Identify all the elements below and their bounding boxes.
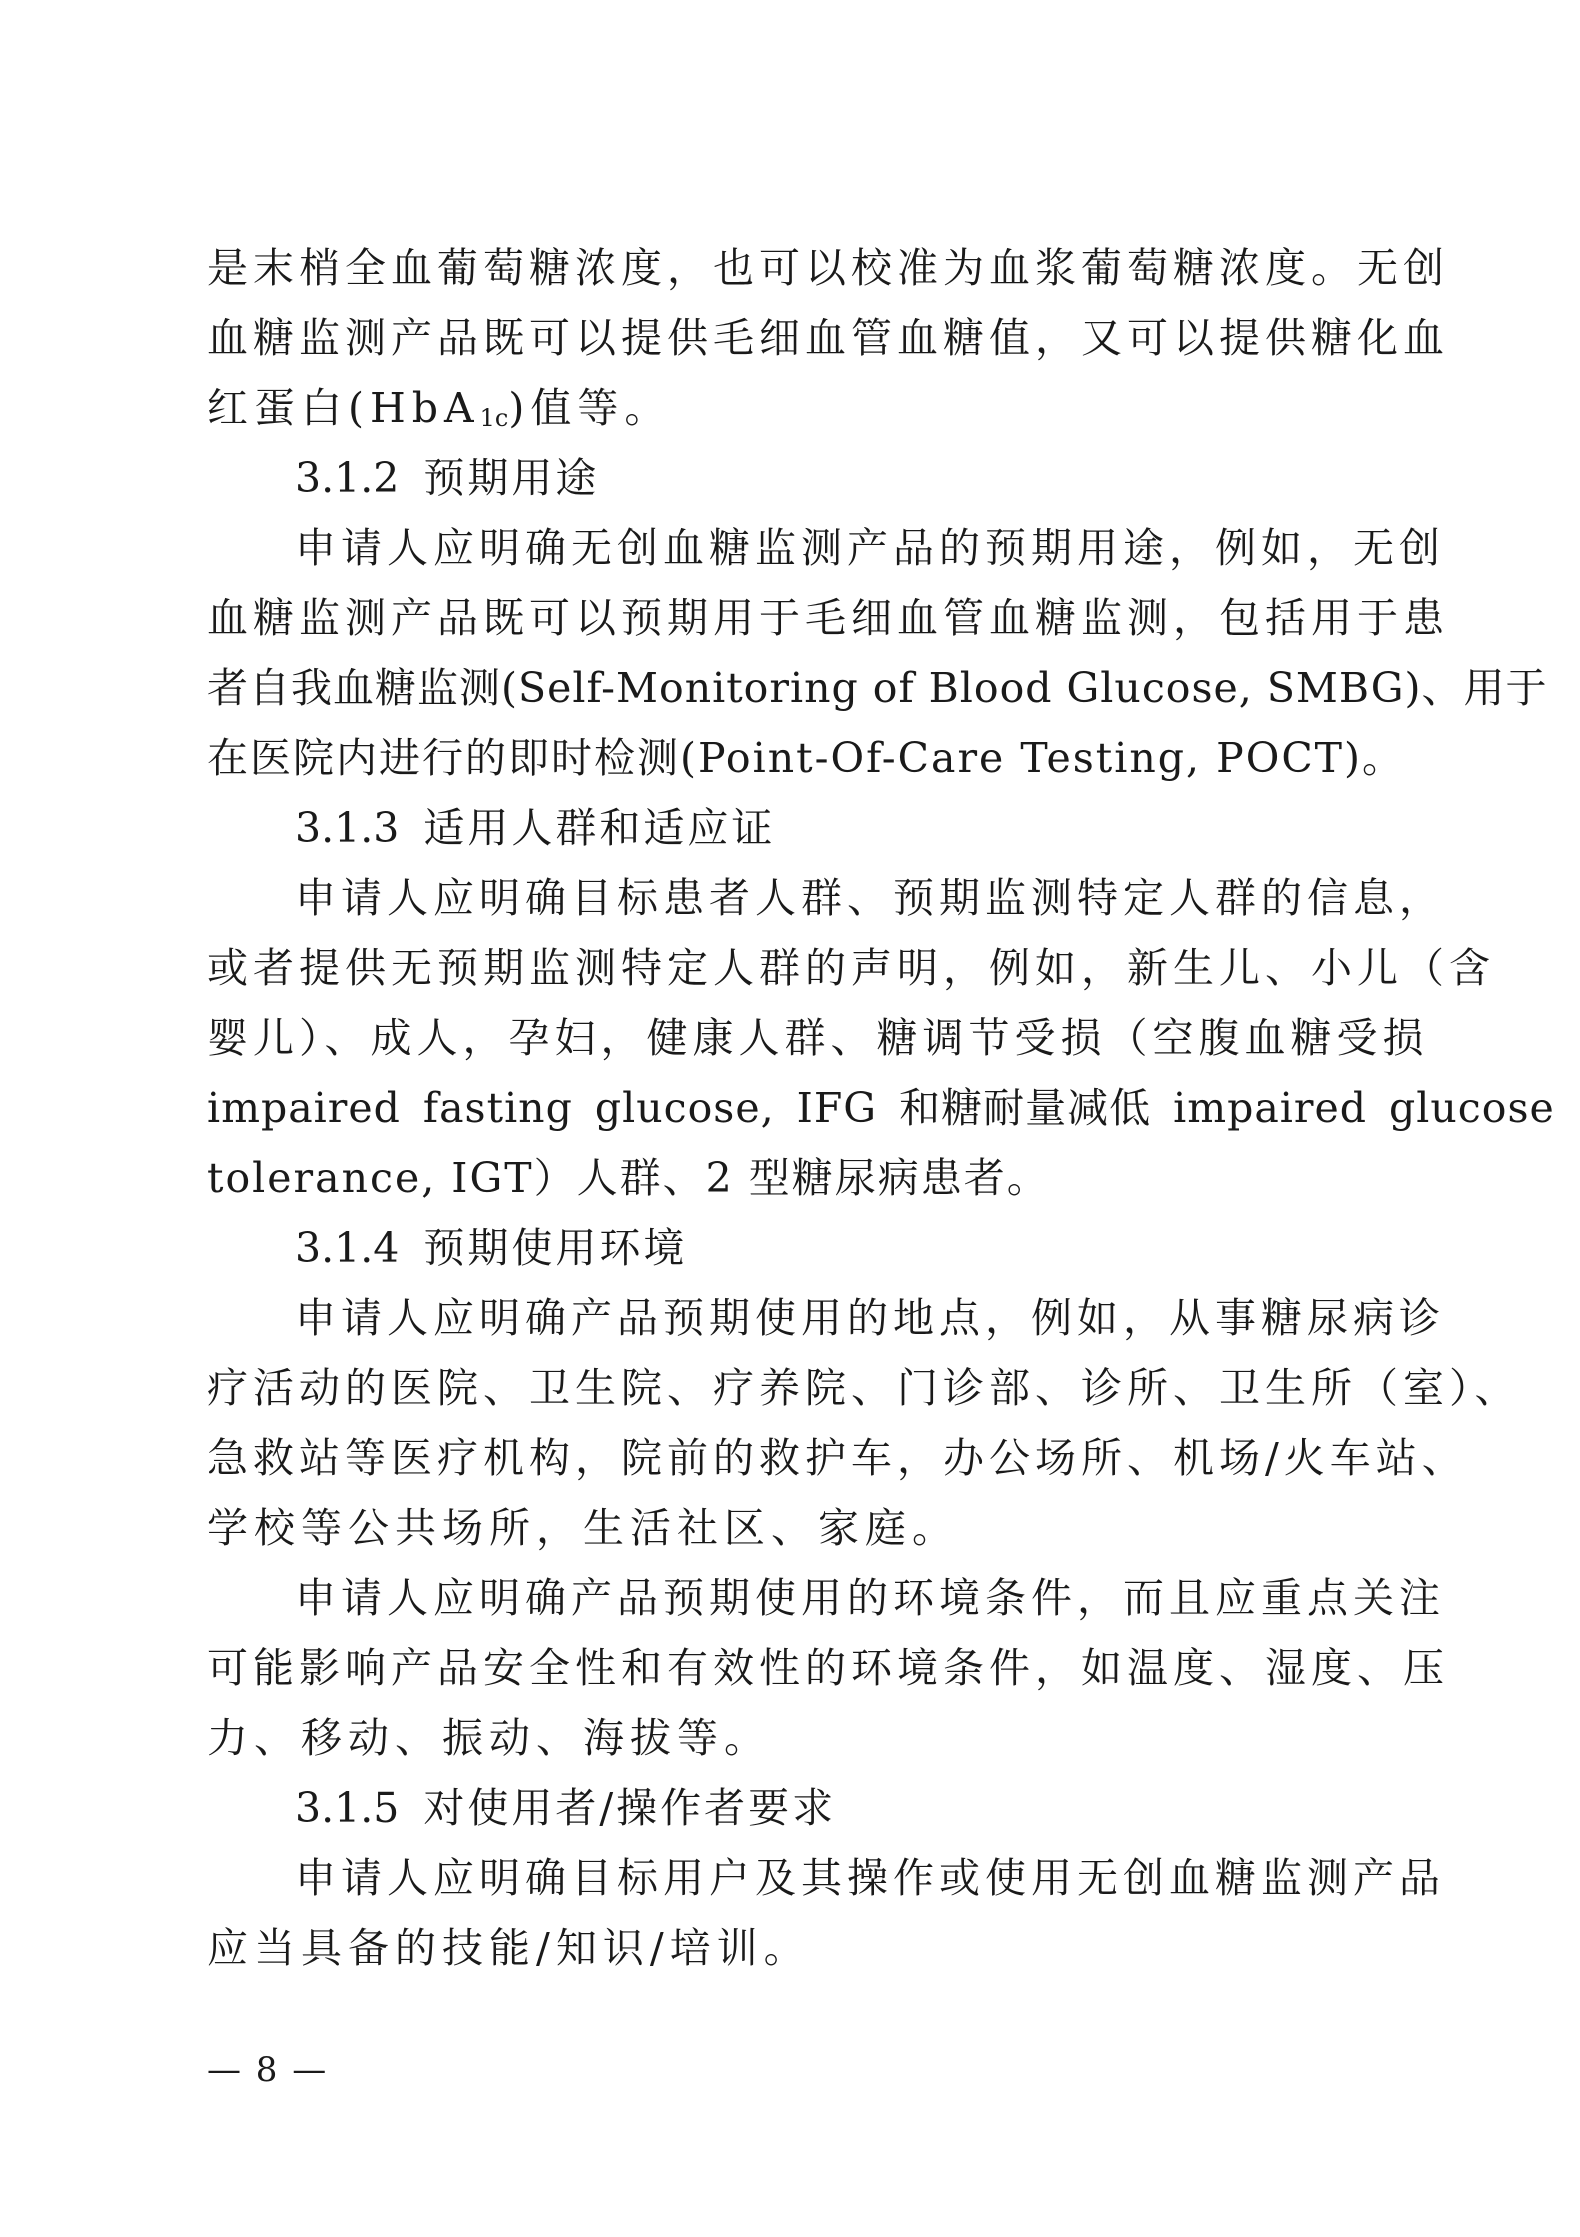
section-number: 3.1.4: [295, 1224, 400, 1272]
section-heading-3-1-4: [295, 1222, 687, 1274]
body-text-line: 申请人应明确目标患者人群、预期监测特定人群的信息，: [295, 874, 1445, 922]
text-fragment: )值等。: [508, 384, 672, 432]
section-heading-3-1-5: [295, 1782, 836, 1834]
section-number: 3.1.5: [295, 1784, 400, 1832]
section-heading-3-1-3: [295, 802, 775, 854]
section-number: 3.1.2: [295, 454, 400, 502]
section-title: 预期使用环境: [423, 1224, 688, 1272]
body-text-line: 可能影响产品安全性和有效性的环境条件，如温度、湿度、压: [207, 1644, 1449, 1692]
body-text-line: 申请人应明确目标用户及其操作或使用无创血糖监测产品: [295, 1854, 1445, 1902]
body-text-line: 血糖监测产品既可以预期用于毛细血管血糖监测，包括用于患: [207, 594, 1449, 642]
body-text-line: tolerance, IGT）人群、2 型糖尿病患者。: [207, 1154, 1050, 1202]
body-text-line: 血糖监测产品既可以提供毛细血管血糖值，又可以提供糖化血: [207, 314, 1449, 362]
body-text-line: 申请人应明确产品预期使用的环境条件，而且应重点关注: [295, 1574, 1445, 1622]
body-text-line: 疗活动的医院、卫生院、疗养院、门诊部、诊所、卫生所（室）、: [207, 1364, 1521, 1412]
body-text-line: impaired fasting glucose, IFG 和糖耐量减低 impaired glucose: [207, 1084, 1555, 1132]
body-text-line: 者自我血糖监测(Self-Monitoring of Blood Glucose, SMBG)、用于: [207, 664, 1548, 712]
section-title: 预期用途: [423, 454, 600, 502]
text-fragment: 红蛋白(HbA: [207, 384, 480, 432]
body-text-line: 申请人应明确产品预期使用的地点，例如，从事糖尿病诊: [295, 1294, 1445, 1342]
section-number: 3.1.3: [295, 804, 400, 852]
body-text-line: 或者提供无预期监测特定人群的声明，例如，新生儿、小儿（含: [207, 944, 1495, 992]
page-number: — 8 —: [207, 2050, 329, 2090]
body-text-line: 急救站等医疗机构，院前的救护车，办公场所、机场/火车站、: [207, 1434, 1468, 1482]
body-text-line: 在医院内进行的即时检测(Point-Of-Care Testing, POCT)。: [207, 734, 1406, 782]
section-title: 对使用者/操作者要求: [423, 1784, 837, 1832]
body-text-line: 应当具备的技能/知识/培训。: [207, 1924, 811, 1972]
body-text-line: 力、移动、振动、海拔等。: [207, 1714, 771, 1762]
subscript-text: 1c: [479, 404, 509, 432]
section-heading-3-1-2: [295, 452, 599, 504]
body-text-line: 婴儿）、成人，孕妇，健康人群、糖调节受损（空腹血糖受损: [207, 1014, 1429, 1062]
body-text-line: 是末梢全血葡萄糖浓度，也可以校准为血浆葡萄糖浓度。无创: [207, 244, 1449, 292]
section-title: 适用人群和适应证: [423, 804, 776, 852]
body-text-line: [207, 382, 671, 434]
body-text-line: 申请人应明确无创血糖监测产品的预期用途，例如，无创: [295, 524, 1445, 572]
body-text-line: 学校等公共场所，生活社区、家庭。: [207, 1504, 959, 1552]
